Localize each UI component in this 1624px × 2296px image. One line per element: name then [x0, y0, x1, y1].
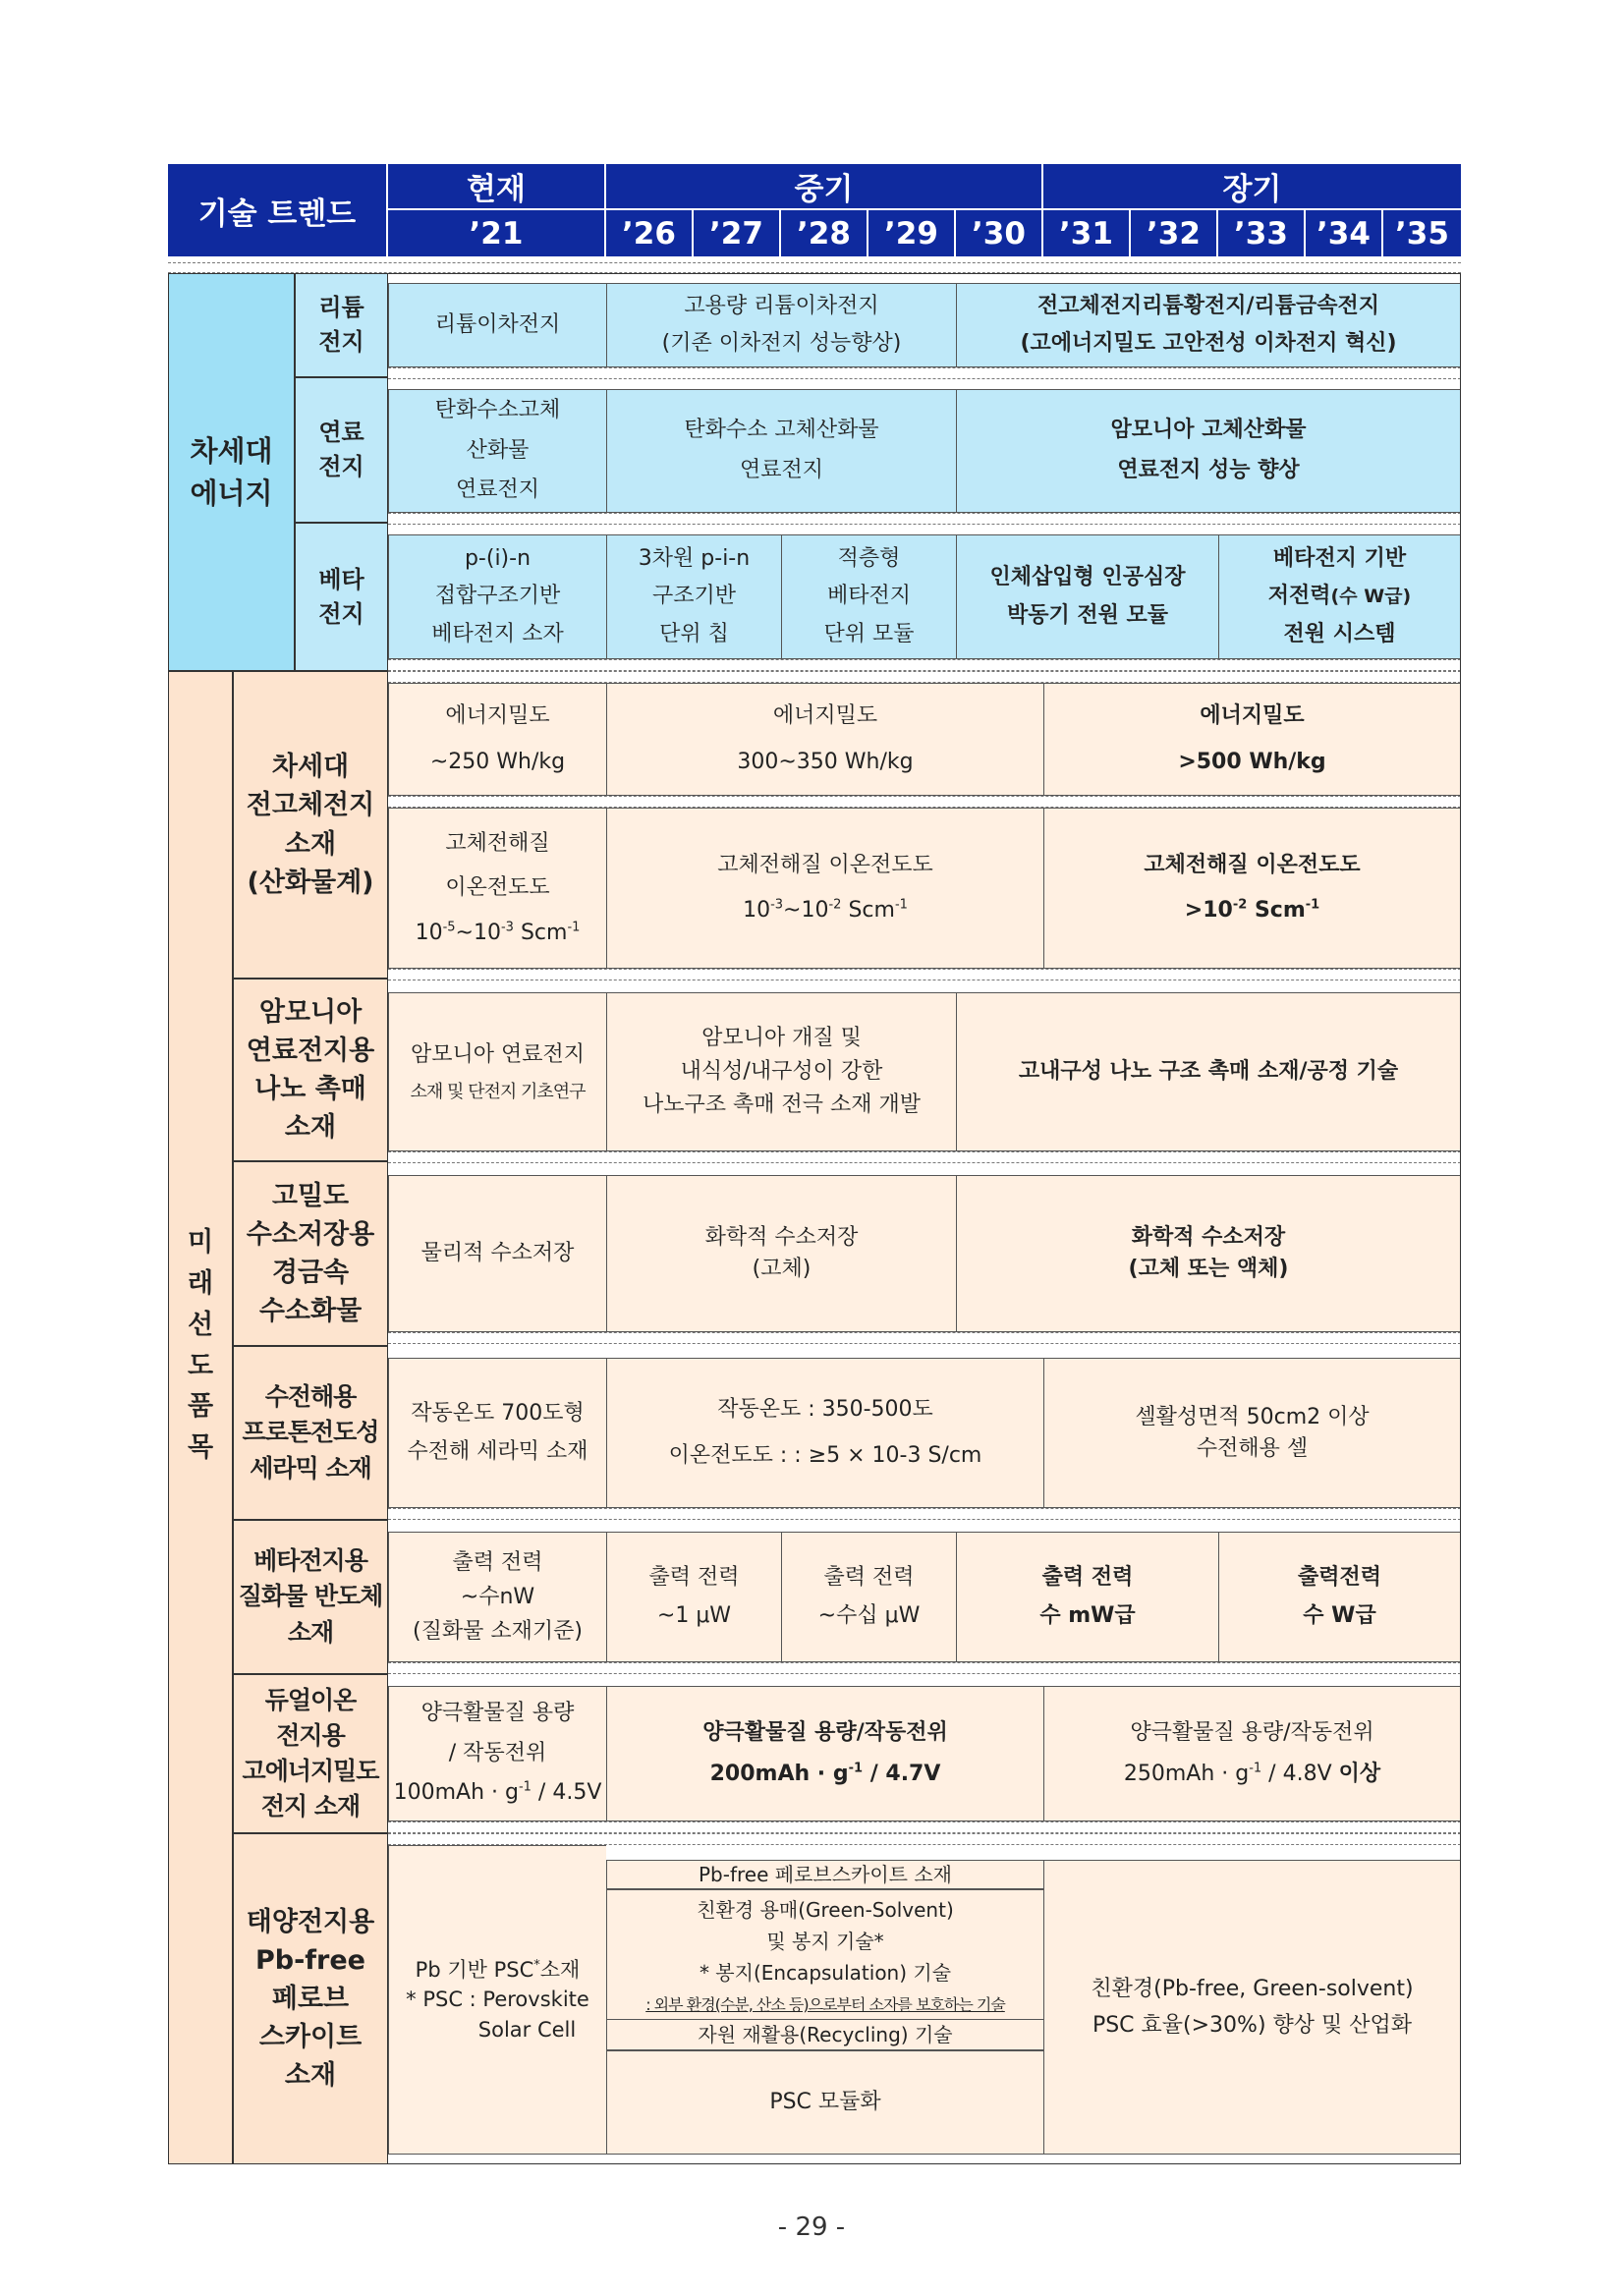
label-hydrogen: 고밀도 수소저장용 경금속 수소화물: [233, 1161, 388, 1346]
year-29: ’29: [868, 210, 956, 256]
label-ammonia: 암모니아 연료전지용 나노 촉매 소재: [233, 979, 388, 1161]
solid-conductivity-long: 고체전해질 이온전도도 $>10^{-2}$ Scm$^{-1}$: [1043, 808, 1461, 969]
label-lithium: 리튬 전지: [295, 273, 388, 377]
year-21: ’21: [388, 210, 606, 256]
solar-current: Pb 기반 PSC*소재 * PSC : Perovskite Solar Cell: [388, 1845, 606, 2155]
sep-betamat: [388, 1662, 1461, 1674]
proton-current: 작동온도 700도형 수전해 세라믹 소재: [388, 1358, 606, 1508]
year-30: ’30: [956, 210, 1043, 256]
header-separator: [168, 262, 1461, 273]
sep-fuel: [388, 513, 1461, 525]
hydrogen-current: 물리적 수소저장: [388, 1175, 606, 1332]
sep-ammonia: [388, 1151, 1461, 1163]
beta-c5-line3: 전원 시스템: [1283, 621, 1396, 646]
sep-dualion: [388, 1821, 1461, 1833]
sep-solid-top: [388, 671, 1461, 683]
beta-c3: 적층형 베타전지 단위 모듈: [781, 534, 956, 659]
year-35: ’35: [1383, 210, 1461, 256]
betamat-c3: 출력 전력 ~수십 μW: [781, 1532, 956, 1662]
proton-long: 셀활성면적 50cm2 이상 수전해용 셀: [1043, 1358, 1461, 1508]
beta-c2: 3차원 p-i-n 구조기반 단위 칩: [606, 534, 781, 659]
ammonia-mid: 암모니아 개질 및 내식성/내구성이 강한 나노구조 촉매 전극 소재 개발: [606, 992, 956, 1151]
ammonia-current: 암모니아 연료전지 소재 및 단전지 기초연구: [388, 992, 606, 1151]
solar-mid-2: 친환경 용매(Green-Solvent) 및 봉지 기술* * 봉지(Encapsulation) 기술: [606, 1889, 1043, 1991]
label-proton: 수전해용 프로톤전도성 세라믹 소재: [233, 1346, 388, 1520]
page-number: - 29 -: [777, 2212, 846, 2242]
year-33: ’33: [1218, 210, 1306, 256]
sep-proton: [388, 1508, 1461, 1520]
year-27: ’27: [694, 210, 781, 256]
dualion-long: 양극활물질 용량/작동전위 $250mAh \cdot g^{-1} / 4.8V$ 이상: [1043, 1686, 1461, 1821]
period-mid: 중기: [606, 164, 1043, 210]
sep-lithium: [388, 367, 1461, 379]
header-title: [168, 164, 388, 256]
betamat-c2: 출력 전력 ~1 μW: [606, 1532, 781, 1662]
sep-beta: [388, 659, 1461, 671]
solar-mid-4: 자원 재활용(Recycling) 기술: [606, 2019, 1043, 2050]
fuel-long: 암모니아 고체산화물 연료전지 성능 향상: [956, 389, 1461, 513]
solar-long: 친환경(Pb-free, Green-solvent) PSC 효율(>30%) 향상 및 산업화: [1043, 1860, 1461, 2155]
solid-conductivity-current: 고체전해질 이온전도도 $10^{-5}\sim 10^{-3}$ Scm$^{-1}$: [388, 808, 606, 969]
group-energy: 차세대 에너지: [168, 273, 295, 671]
solid-energy-current: 에너지밀도 ~250 Wh/kg: [388, 683, 606, 796]
sep-solid-mid: [388, 796, 1461, 808]
group-future: 미 래 선 도 품 목: [168, 671, 233, 2164]
beta-c5-line1: 베타전지 기반: [1272, 545, 1407, 571]
year-31: ’31: [1043, 210, 1131, 256]
beta-c5-line2: 저전력(수 W급): [1267, 584, 1412, 609]
year-34: ’34: [1306, 210, 1383, 256]
fuel-current: 탄화수소고체 산화물 연료전지: [388, 389, 606, 513]
sep-solar-top: [388, 1833, 1461, 1845]
solid-conductivity-mid: 고체전해질 이온전도도 $10^{-3}\sim 10^{-2}$ Scm$^{-1}$: [606, 808, 1043, 969]
period-current: 현재: [388, 164, 606, 210]
dualion-mid: 양극활물질 용량/작동전위 $200mAh \cdot g^{-1} / 4.7V$: [606, 1686, 1043, 1821]
dualion-current: 양극활물질 용량 / 작동전위 $100mAh \cdot g^{-1} / 4.5V$: [388, 1686, 606, 1821]
beta-c4: 인체삽입형 인공심장 박동기 전원 모듈: [956, 534, 1218, 659]
beta-c5: [1218, 534, 1461, 659]
solar-mid-3: : 외부 환경(수분, 산소 등)으로부터 소자를 보호하는 기술: [606, 1991, 1043, 2019]
label-beta: 베타 전지: [295, 523, 388, 671]
label-fuel: 연료 전지: [295, 377, 388, 523]
proton-mid: 작동온도 : 350-500도 이온전도도 : : ≥5 × 10-3 S/cm: [606, 1358, 1043, 1508]
year-28: ’28: [781, 210, 868, 256]
hydrogen-mid: 화학적 수소저장 (고체): [606, 1175, 956, 1332]
label-betamat: 베타전지용 질화물 반도체 소재: [233, 1520, 388, 1674]
betamat-c5: 출력전력 수 W급: [1218, 1532, 1461, 1662]
header-title-text: 기술 트렌드: [197, 196, 357, 232]
beta-c1: p-(i)-n 접합구조기반 베타전지 소자: [388, 534, 606, 659]
betamat-c1: 출력 전력 ~수nW (질화물 소재기준): [388, 1532, 606, 1662]
period-long: 장기: [1043, 164, 1461, 210]
label-solar: 태양전지용 Pb-free 페로브 스카이트 소재: [233, 1833, 388, 2164]
ammonia-long: 고내구성 나노 구조 촉매 소재/공정 기술: [956, 992, 1461, 1151]
year-26: ’26: [606, 210, 694, 256]
solid-energy-long: 에너지밀도 >500 Wh/kg: [1043, 683, 1461, 796]
sep-solid-bottom: [388, 969, 1461, 980]
solar-mid-1: Pb-free 페로브스카이트 소재: [606, 1860, 1043, 1889]
betamat-c4: 출력 전력 수 mW급: [956, 1532, 1218, 1662]
sep-hydrogen: [388, 1332, 1461, 1344]
solar-mid-5: PSC 모듈화: [606, 2050, 1043, 2155]
lithium-current: 리튬이차전지: [388, 283, 606, 367]
year-32: ’32: [1131, 210, 1218, 256]
label-dualion: 듀얼이온 전지용 고에너지밀도 전지 소재: [233, 1674, 388, 1833]
hydrogen-long: 화학적 수소저장 (고체 또는 액체): [956, 1175, 1461, 1332]
lithium-long: 전고체전지리튬황전지/리튬금속전지 (고에너지밀도 고안전성 이차전지 혁신): [956, 283, 1461, 367]
fuel-mid: 탄화수소 고체산화물 연료전지: [606, 389, 956, 513]
solid-energy-mid: 에너지밀도 300~350 Wh/kg: [606, 683, 1043, 796]
label-solid: 차세대 전고체전지 소재 (산화물계): [233, 671, 388, 979]
lithium-mid: 고용량 리튬이차전지 (기존 이차전지 성능향상): [606, 283, 956, 367]
